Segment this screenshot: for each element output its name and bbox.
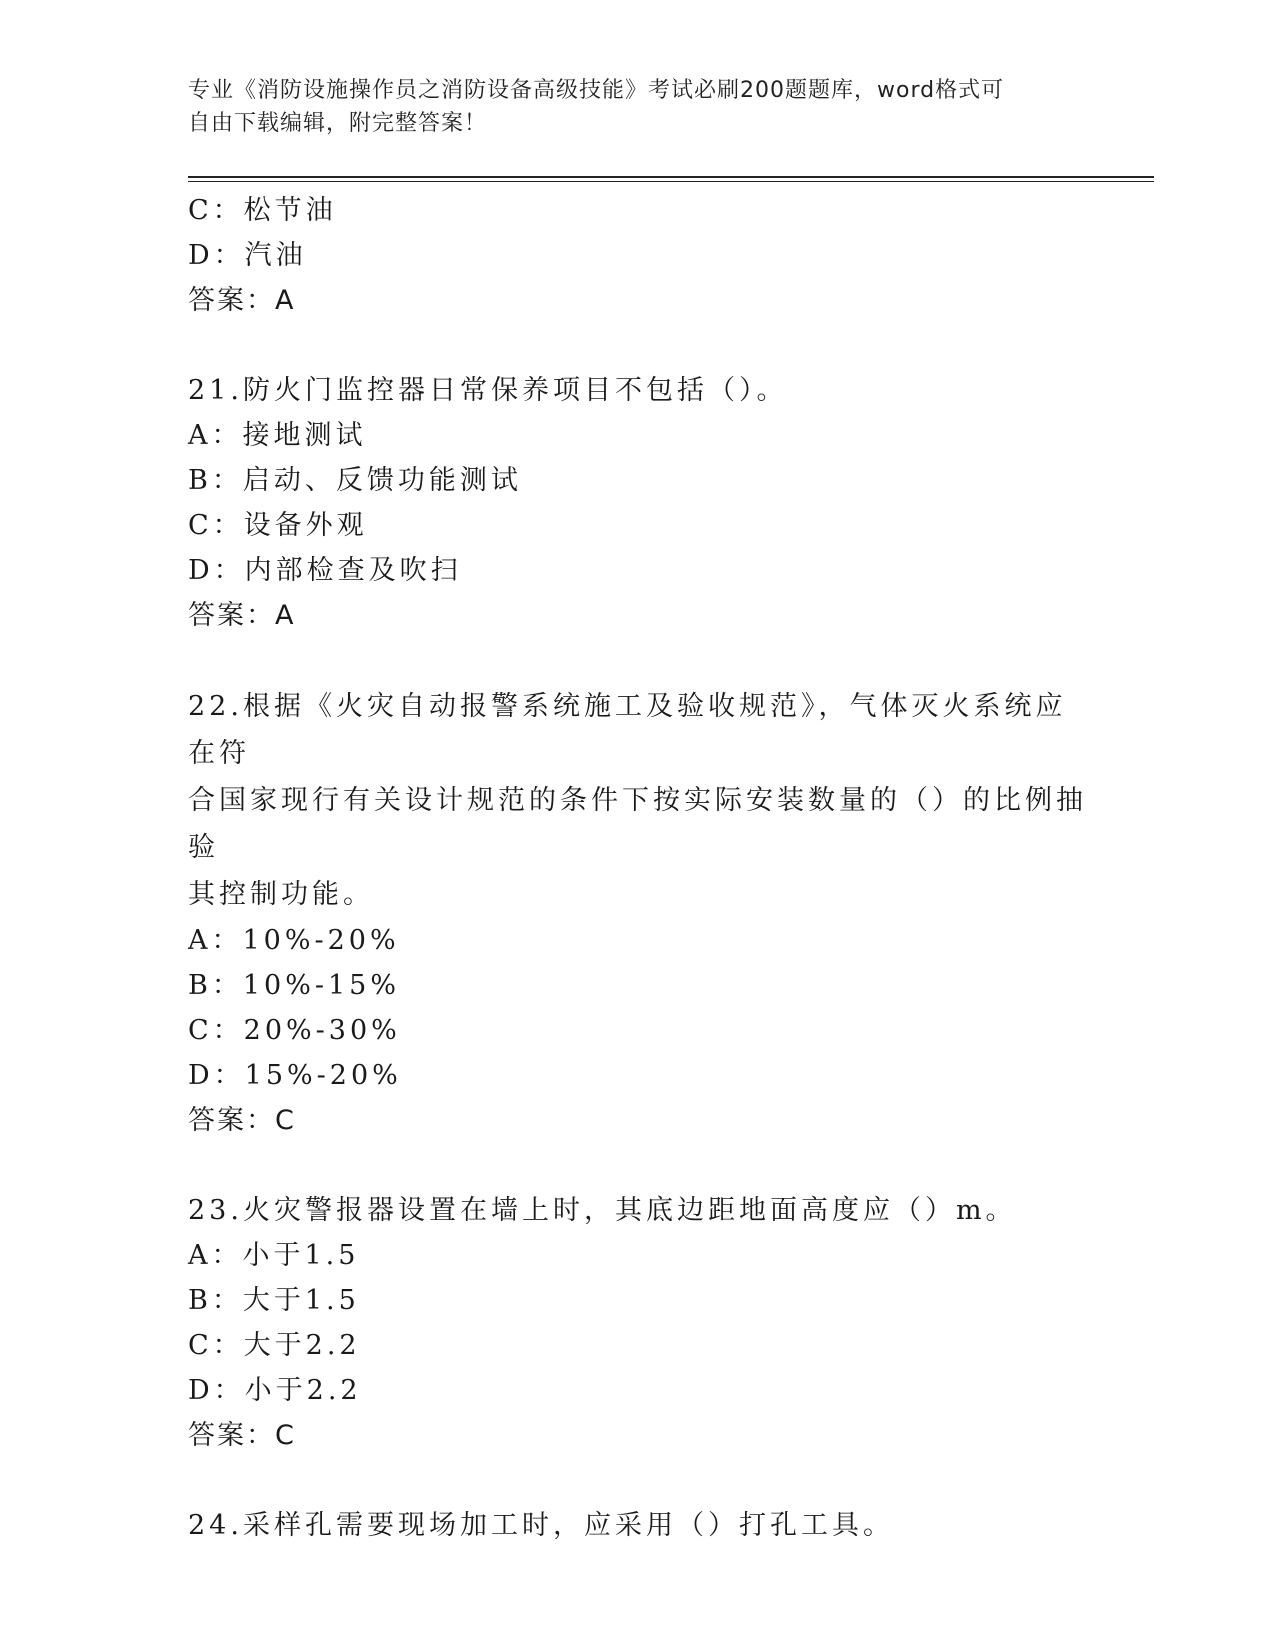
question-spacer [188, 1458, 1088, 1503]
answer-line: 答案：A [188, 600, 296, 631]
document-header [188, 74, 1068, 140]
question-list [188, 188, 1088, 1548]
option-d: D：内部检查及吹扫 [188, 555, 462, 586]
question-spacer [188, 1143, 1088, 1188]
header-divider-thick [188, 176, 1154, 178]
option-d: D：15%-20% [188, 1060, 402, 1091]
option-c: C：松节油 [188, 195, 337, 226]
answer-line: 答案：C [188, 1420, 296, 1451]
option-b: B：启动、反馈功能测试 [188, 465, 522, 496]
header-line-1: 专业《消防设施操作员之消防设备高级技能》考试必刷200题题库，word格式可 [188, 78, 1005, 103]
option-a: A：小于1.5 [188, 1240, 360, 1271]
question-21 [188, 368, 1088, 638]
question-spacer [188, 323, 1088, 368]
option-c: C：20%-30% [188, 1015, 401, 1046]
question-stem-line-2: 合国家现行有关设计规范的条件下按实际安装数量的（）的比例抽验 [188, 785, 1087, 863]
question-stem: 24.采样孔需要现场加工时，应采用（）打孔工具。 [188, 1510, 894, 1541]
carryover-block [188, 188, 1088, 323]
option-a: A：接地测试 [188, 420, 367, 451]
option-a: A：10%-20% [188, 925, 400, 956]
answer-line: 答案：A [188, 285, 296, 316]
question-stem-line-1: 22.根据《火灾自动报警系统施工及验收规范》，气体灭火系统应在符 [188, 691, 1067, 769]
question-24 [188, 1503, 1088, 1548]
header-line-2: 自由下载编辑，附完整答案！ [188, 111, 488, 136]
option-c: C：设备外观 [188, 510, 368, 541]
option-d: D：小于2.2 [188, 1375, 362, 1406]
question-stem [188, 683, 1088, 918]
header-divider-thin [188, 181, 1154, 182]
question-stem-line-3: 其控制功能。 [188, 879, 374, 910]
option-c: C：大于2.2 [188, 1330, 361, 1361]
question-stem: 21.防火门监控器日常保养项目不包括（）。 [188, 375, 788, 406]
question-23 [188, 1188, 1088, 1458]
answer-line: 答案：C [188, 1105, 296, 1136]
option-b: B：10%-15% [188, 970, 400, 1001]
option-b: B：大于1.5 [188, 1285, 360, 1316]
question-spacer [188, 638, 1088, 683]
question-stem: 23.火灾警报器设置在墙上时，其底边距地面高度应（）m。 [188, 1195, 1017, 1226]
question-22 [188, 683, 1088, 1143]
option-d: D：汽油 [188, 240, 307, 271]
